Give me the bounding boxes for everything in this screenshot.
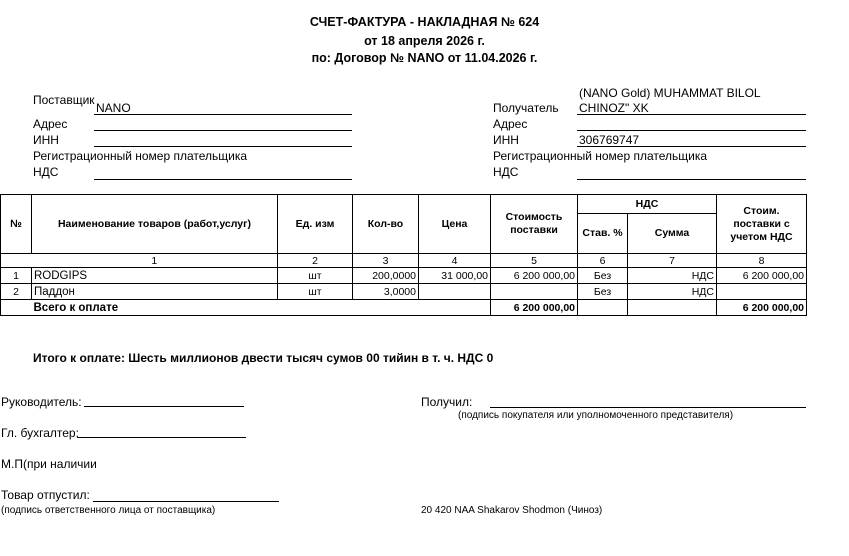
row-vat-rate: Без bbox=[578, 268, 628, 284]
row-qty: 200,0000 bbox=[353, 268, 419, 284]
supplier-vat-label: НДС bbox=[33, 165, 59, 179]
supplier-value: NANO bbox=[96, 101, 131, 115]
recipient-value-line2: CHINOZ" XK bbox=[579, 101, 649, 115]
recipient-reg-label: Регистрационный номер плательщика bbox=[493, 149, 708, 163]
released-signature-line bbox=[93, 501, 279, 502]
supplier-reg-label: Регистрационный номер плательщика bbox=[33, 149, 248, 163]
recipient-inn-value: 306769747 bbox=[579, 133, 640, 147]
col-number: 6 bbox=[578, 254, 628, 268]
recipient-address-label: Адрес bbox=[493, 117, 528, 131]
row-qty: 3,0000 bbox=[353, 284, 419, 300]
received-signature-line bbox=[490, 407, 806, 408]
col-number: 4 bbox=[419, 254, 491, 268]
header-qty: Кол-во bbox=[353, 195, 419, 254]
supplier-inn-label: ИНН bbox=[33, 133, 59, 147]
header-vat-rate: Став. % bbox=[578, 214, 628, 254]
row-name: RODGIPS bbox=[32, 268, 278, 284]
accountant-label: Гл. бухгалтер: bbox=[1, 426, 79, 440]
row-unit: шт bbox=[278, 268, 353, 284]
col-number: 7 bbox=[628, 254, 717, 268]
supplier-address-line bbox=[94, 130, 352, 131]
column-number-row bbox=[1, 254, 807, 268]
invoice-date: от 18 апреля 2026 г. bbox=[364, 34, 485, 48]
row-num: 1 bbox=[1, 268, 32, 284]
supplier-vat-line bbox=[94, 179, 352, 180]
header-price: Цена bbox=[419, 195, 491, 254]
row-vat-rate: Без bbox=[578, 284, 628, 300]
col-number: 8 bbox=[717, 254, 807, 268]
received-label: Получил: bbox=[421, 395, 473, 409]
total-label: Всего к оплате bbox=[32, 300, 491, 316]
released-note: (подпись ответственного лица от поставщика) bbox=[1, 505, 216, 516]
received-note: (подпись покупателя или уполномоченного представителя) bbox=[458, 410, 734, 421]
recipient-label: Получатель bbox=[493, 101, 559, 115]
director-signature-line bbox=[84, 406, 244, 407]
footer-address: 20 420 NAA Shakarov Shodmon (Чиноз) bbox=[421, 505, 603, 516]
col-number: 5 bbox=[491, 254, 578, 268]
total-row bbox=[1, 300, 807, 316]
recipient-vat-line bbox=[577, 179, 806, 180]
header-vat-group: НДС bbox=[578, 195, 717, 214]
recipient-value-line1: (NANO Gold) MUHAMMAT BILOL bbox=[579, 86, 761, 100]
recipient-address-line bbox=[577, 130, 806, 131]
header-vat-sum: Сумма bbox=[628, 214, 717, 254]
header-unit: Ед. изм bbox=[278, 195, 353, 254]
row-num: 2 bbox=[1, 284, 32, 300]
total-cost: 6 200 000,00 bbox=[491, 300, 578, 316]
row-cost bbox=[491, 284, 578, 300]
recipient-vat-label: НДС bbox=[493, 165, 519, 179]
row-name: Паддон bbox=[32, 284, 278, 300]
supplier-inn-line bbox=[94, 146, 352, 147]
header-cost: Стоимость поставки bbox=[491, 195, 578, 254]
col-number: 2 bbox=[278, 254, 353, 268]
total-in-words: Итого к оплате: Шесть миллионов двести тысяч сумов 00 тийин в т. ч. НДС 0 bbox=[33, 351, 494, 365]
accountant-signature-line bbox=[77, 437, 246, 438]
items-table bbox=[0, 194, 807, 316]
row-vat-sum: НДС bbox=[628, 284, 717, 300]
col-number: 3 bbox=[353, 254, 419, 268]
row-total: 6 200 000,00 bbox=[717, 268, 807, 284]
row-price: 31 000,00 bbox=[419, 268, 491, 284]
total-with-vat: 6 200 000,00 bbox=[717, 300, 807, 316]
col-number: 1 bbox=[32, 254, 278, 268]
director-label: Руководитель: bbox=[1, 395, 82, 409]
recipient-line bbox=[577, 114, 806, 115]
recipient-inn-label: ИНН bbox=[493, 133, 519, 147]
row-price bbox=[419, 284, 491, 300]
released-label: Товар отпустил: bbox=[1, 488, 90, 502]
supplier-label: Поставщик bbox=[33, 93, 95, 107]
table-row bbox=[1, 268, 807, 284]
invoice-contract: по: Договор № NANO от 11.04.2026 г. bbox=[311, 51, 538, 65]
row-total bbox=[717, 284, 807, 300]
row-cost: 6 200 000,00 bbox=[491, 268, 578, 284]
supplier-address-label: Адрес bbox=[33, 117, 68, 131]
row-unit: шт bbox=[278, 284, 353, 300]
supplier-line bbox=[94, 114, 352, 115]
recipient-inn-line bbox=[577, 146, 806, 147]
header-name: Наименование товаров (работ,услуг) bbox=[32, 195, 278, 254]
invoice-title: СЧЕТ-ФАКТУРА - НАКЛАДНАЯ № 624 bbox=[309, 15, 540, 29]
row-vat-sum: НДС bbox=[628, 268, 717, 284]
header-total-with-vat: Стоим. поставки с учетом НДС bbox=[717, 195, 807, 254]
header-num: № bbox=[1, 195, 32, 254]
stamp-label: М.П(при наличии bbox=[1, 457, 97, 471]
table-row bbox=[1, 284, 807, 300]
